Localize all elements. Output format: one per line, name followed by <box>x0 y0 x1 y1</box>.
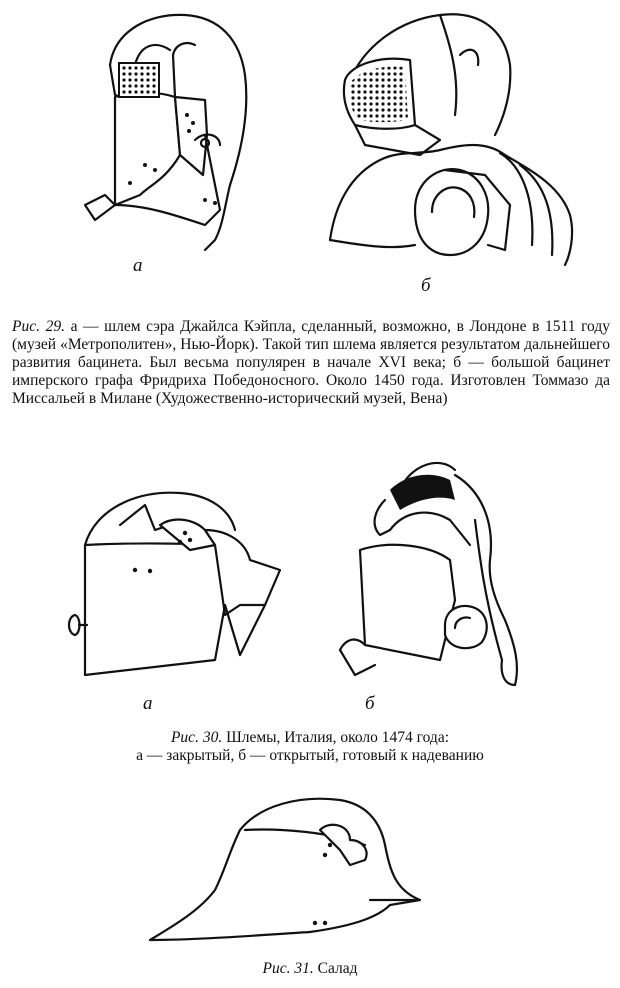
figure-30-caption <box>60 729 560 765</box>
figure-31-caption <box>160 960 460 978</box>
figure-30a-drawing <box>65 485 295 685</box>
figure-30a-label: а <box>143 693 153 714</box>
figure-30b-label: б <box>365 693 375 714</box>
figure-30-caption-line2: а — закрытый, б — открытый, готовый к надеванию <box>136 747 484 764</box>
figure-29a-drawing <box>55 5 275 255</box>
figure-31-caption-text: Салад <box>313 960 358 977</box>
figure-29-caption-text: а — шлем сэра Джайлса Кэйпла, сделанный, возможно, в Лондоне в 1511 году (музей «Метрополитен», Нью-Йорк). Такой тип шлема является результатом дальнейшего развития бацинета. Был весьма популярен в начале XVI века; б — большой бацинет имперского графа Фридриха Победоносного. Около 1450 года. Изготовлен Томмазо да Миссальей в Милане (Художественно-исторический музей, Вена) <box>12 318 610 407</box>
figure-29-caption <box>12 318 610 408</box>
figure-30-caption-prefix: Рис. 30. <box>170 729 223 746</box>
figure-29b-label: б <box>421 275 431 296</box>
figure-29b-drawing <box>320 5 590 270</box>
figure-29a-label: а <box>133 255 143 276</box>
figure-30b-drawing <box>330 450 560 695</box>
figure-31-drawing <box>140 790 440 950</box>
figure-31-caption-prefix: Рис. 31. <box>262 960 314 977</box>
figure-29-caption-prefix: Рис. 29. <box>12 318 65 335</box>
figure-30-caption-line1: Шлемы, Италия, около 1474 года: <box>222 729 450 746</box>
